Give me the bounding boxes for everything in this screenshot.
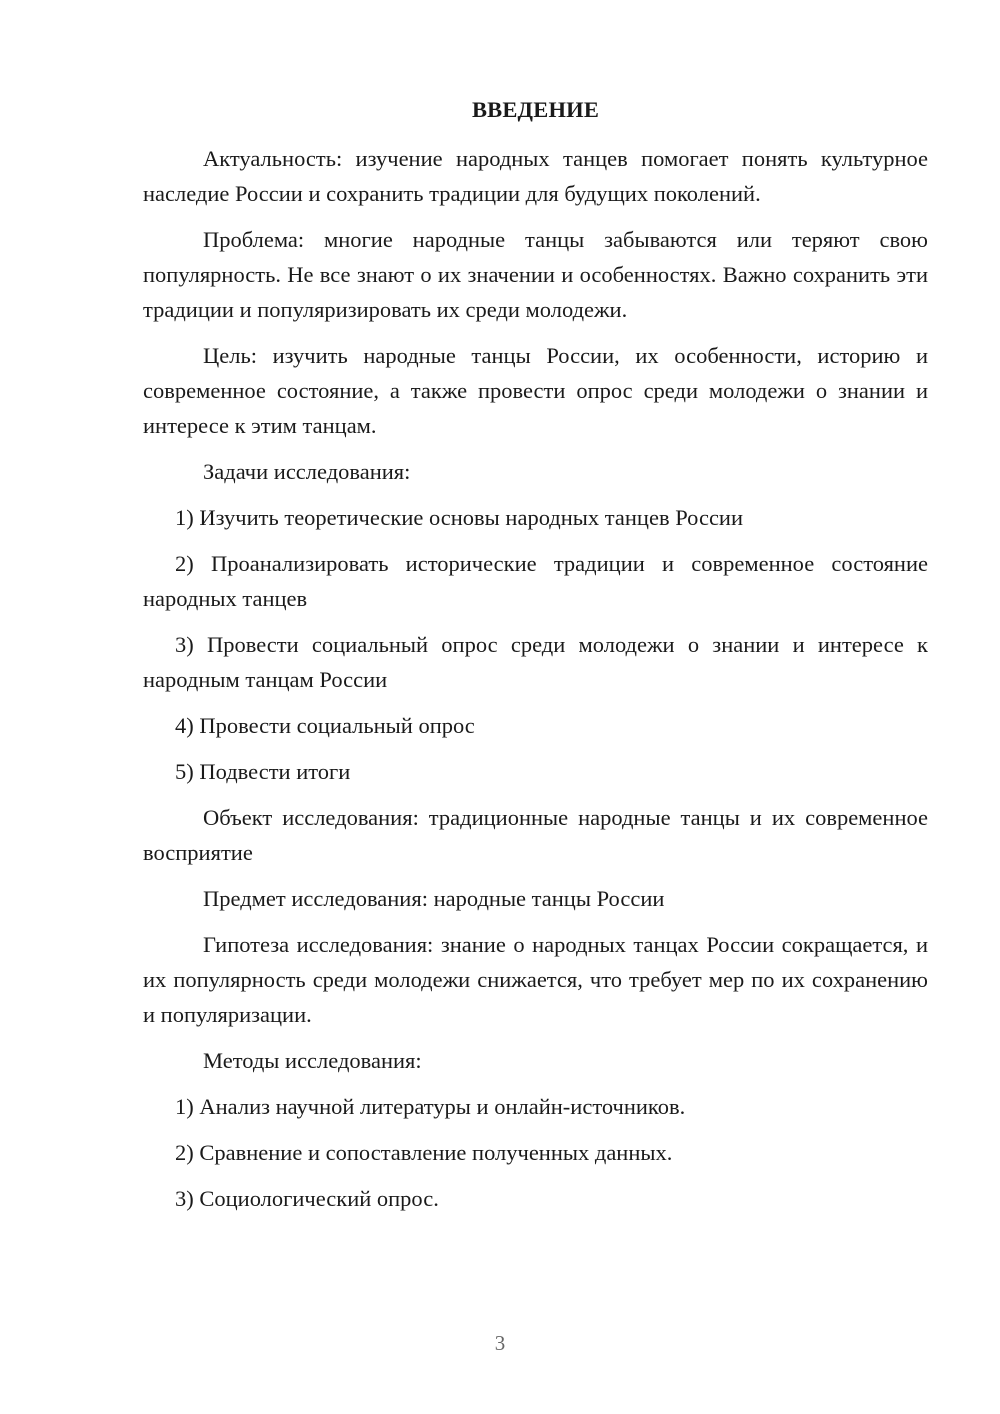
problem-paragraph: Проблема: многие народные танцы забываются или теряют свою популярность. Не все знают о их значении и особенностях. Важно сохранить эти традиции и популяризировать их среди молодежи. [143,227,928,322]
document-body [143,92,928,1227]
object-paragraph: Объект исследования: традиционные народные танцы и их современное восприятие [143,805,928,865]
task-item: 5) Подвести итоги [175,759,351,784]
method-item: 3) Социологический опрос. [175,1186,439,1211]
section-heading: ВВЕДЕНИЕ [471,97,600,122]
methods-title: Методы исследования: [203,1048,422,1073]
task-item: 3) Провести социальный опрос среди молодежи о знании и интересе к народным танцам России [143,632,928,692]
task-item: 2) Проанализировать исторические традиции и современное состояние народных танцев [143,551,928,611]
task-item: 1) Изучить теоретические основы народных танцев России [175,505,744,530]
page-number: 3 [494,1331,506,1355]
relevance-paragraph: Актуальность: изучение народных танцев помогает понять культурное наследие России и сохранить традиции для будущих поколений. [143,146,928,206]
hypothesis-paragraph: Гипотеза исследования: знание о народных танцах России сокращается, и их популярность среди молодежи снижается, что требует мер по их сохранению и популяризации. [143,932,928,1027]
tasks-title: Задачи исследования: [203,459,411,484]
subject-paragraph: Предмет исследования: народные танцы России [203,886,665,911]
method-item: 1) Анализ научной литературы и онлайн-источников. [175,1094,686,1119]
goal-paragraph: Цель: изучить народные танцы России, их особенности, историю и современное состояние, а также провести опрос среди молодежи о знании и интересе к этим танцам. [143,343,928,438]
task-item: 4) Провести социальный опрос [175,713,475,738]
method-item: 2) Сравнение и сопоставление полученных данных. [175,1140,673,1165]
